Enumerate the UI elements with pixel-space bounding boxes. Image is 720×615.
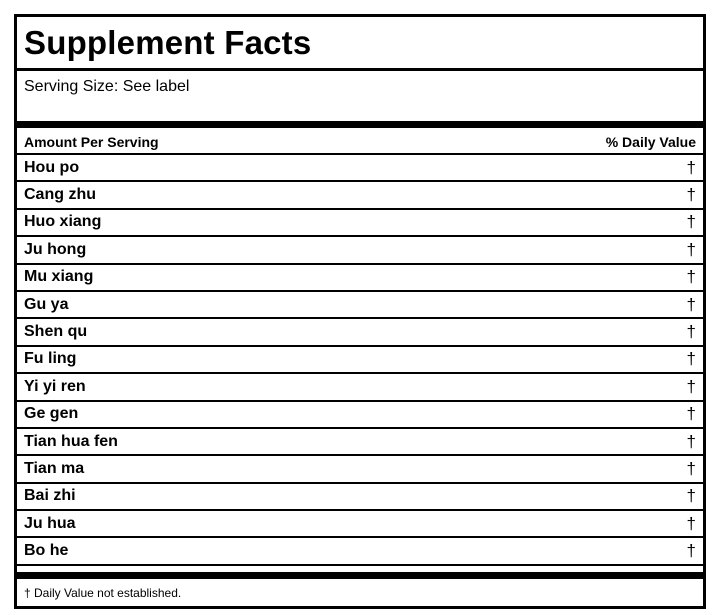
ingredient-name: Bo he: [24, 542, 69, 560]
ingredient-name: Ju hua: [24, 514, 76, 532]
ingredient-row: [17, 402, 703, 429]
ingredient-list: [17, 155, 703, 566]
bottom-thick-divider: [17, 572, 703, 579]
ingredient-name: Shen qu: [24, 323, 88, 341]
ingredient-row: [17, 347, 703, 374]
ingredient-row: [17, 182, 703, 209]
daily-value-mark: †: [686, 513, 696, 533]
ingredient-name: Cang zhu: [24, 186, 96, 204]
serving-size: Serving Size: See label: [24, 78, 190, 95]
ingredient-row: [17, 155, 703, 182]
ingredient-name: Yi yi ren: [24, 377, 86, 395]
daily-value-mark: †: [686, 322, 696, 342]
ingredient-row: [17, 456, 703, 483]
ingredient-row: [17, 429, 703, 456]
daily-value-mark: †: [686, 404, 696, 424]
daily-value-mark: †: [686, 486, 696, 506]
ingredient-row: [17, 265, 703, 292]
daily-value-mark: †: [686, 212, 696, 232]
ingredient-name: Tian hua fen: [24, 432, 118, 450]
daily-value-mark: †: [686, 349, 696, 369]
thick-divider: [17, 121, 703, 128]
ingredient-name: Fu ling: [24, 350, 77, 368]
daily-value-mark: †: [686, 185, 696, 205]
ingredient-row: [17, 374, 703, 401]
footnote: † Daily Value not established.: [24, 585, 182, 600]
daily-value-mark: †: [686, 431, 696, 451]
ingredient-name: Ge gen: [24, 405, 79, 423]
daily-value-mark: †: [686, 458, 696, 478]
daily-value-mark: †: [686, 267, 696, 287]
ingredient-name: Huo xiang: [24, 213, 102, 231]
supplement-facts-panel: [14, 14, 706, 609]
title-band: [17, 17, 703, 71]
column-header-row: [17, 128, 703, 155]
daily-value-mark: †: [686, 157, 696, 177]
ingredient-name: Bai zhi: [24, 487, 76, 505]
ingredient-row: [17, 292, 703, 319]
daily-value-mark: †: [686, 376, 696, 396]
daily-value-mark: †: [686, 294, 696, 314]
ingredient-name: Hou po: [24, 158, 80, 176]
daily-value-mark: †: [686, 239, 696, 259]
ingredient-row: [17, 237, 703, 264]
ingredient-row: [17, 484, 703, 511]
ingredient-row: [17, 538, 703, 565]
panel-title: Supplement Facts: [24, 23, 312, 61]
ingredient-row: [17, 319, 703, 346]
ingredient-name: Ju hong: [24, 240, 87, 258]
ingredient-name: Mu xiang: [24, 268, 94, 286]
daily-value-mark: †: [686, 541, 696, 561]
ingredient-name: Gu ya: [24, 295, 69, 313]
amount-per-serving-header: Amount Per Serving: [24, 133, 159, 150]
ingredient-name: Tian ma: [24, 459, 85, 477]
ingredient-row: [17, 210, 703, 237]
ingredient-row: [17, 511, 703, 538]
daily-value-header: % Daily Value: [605, 133, 696, 150]
